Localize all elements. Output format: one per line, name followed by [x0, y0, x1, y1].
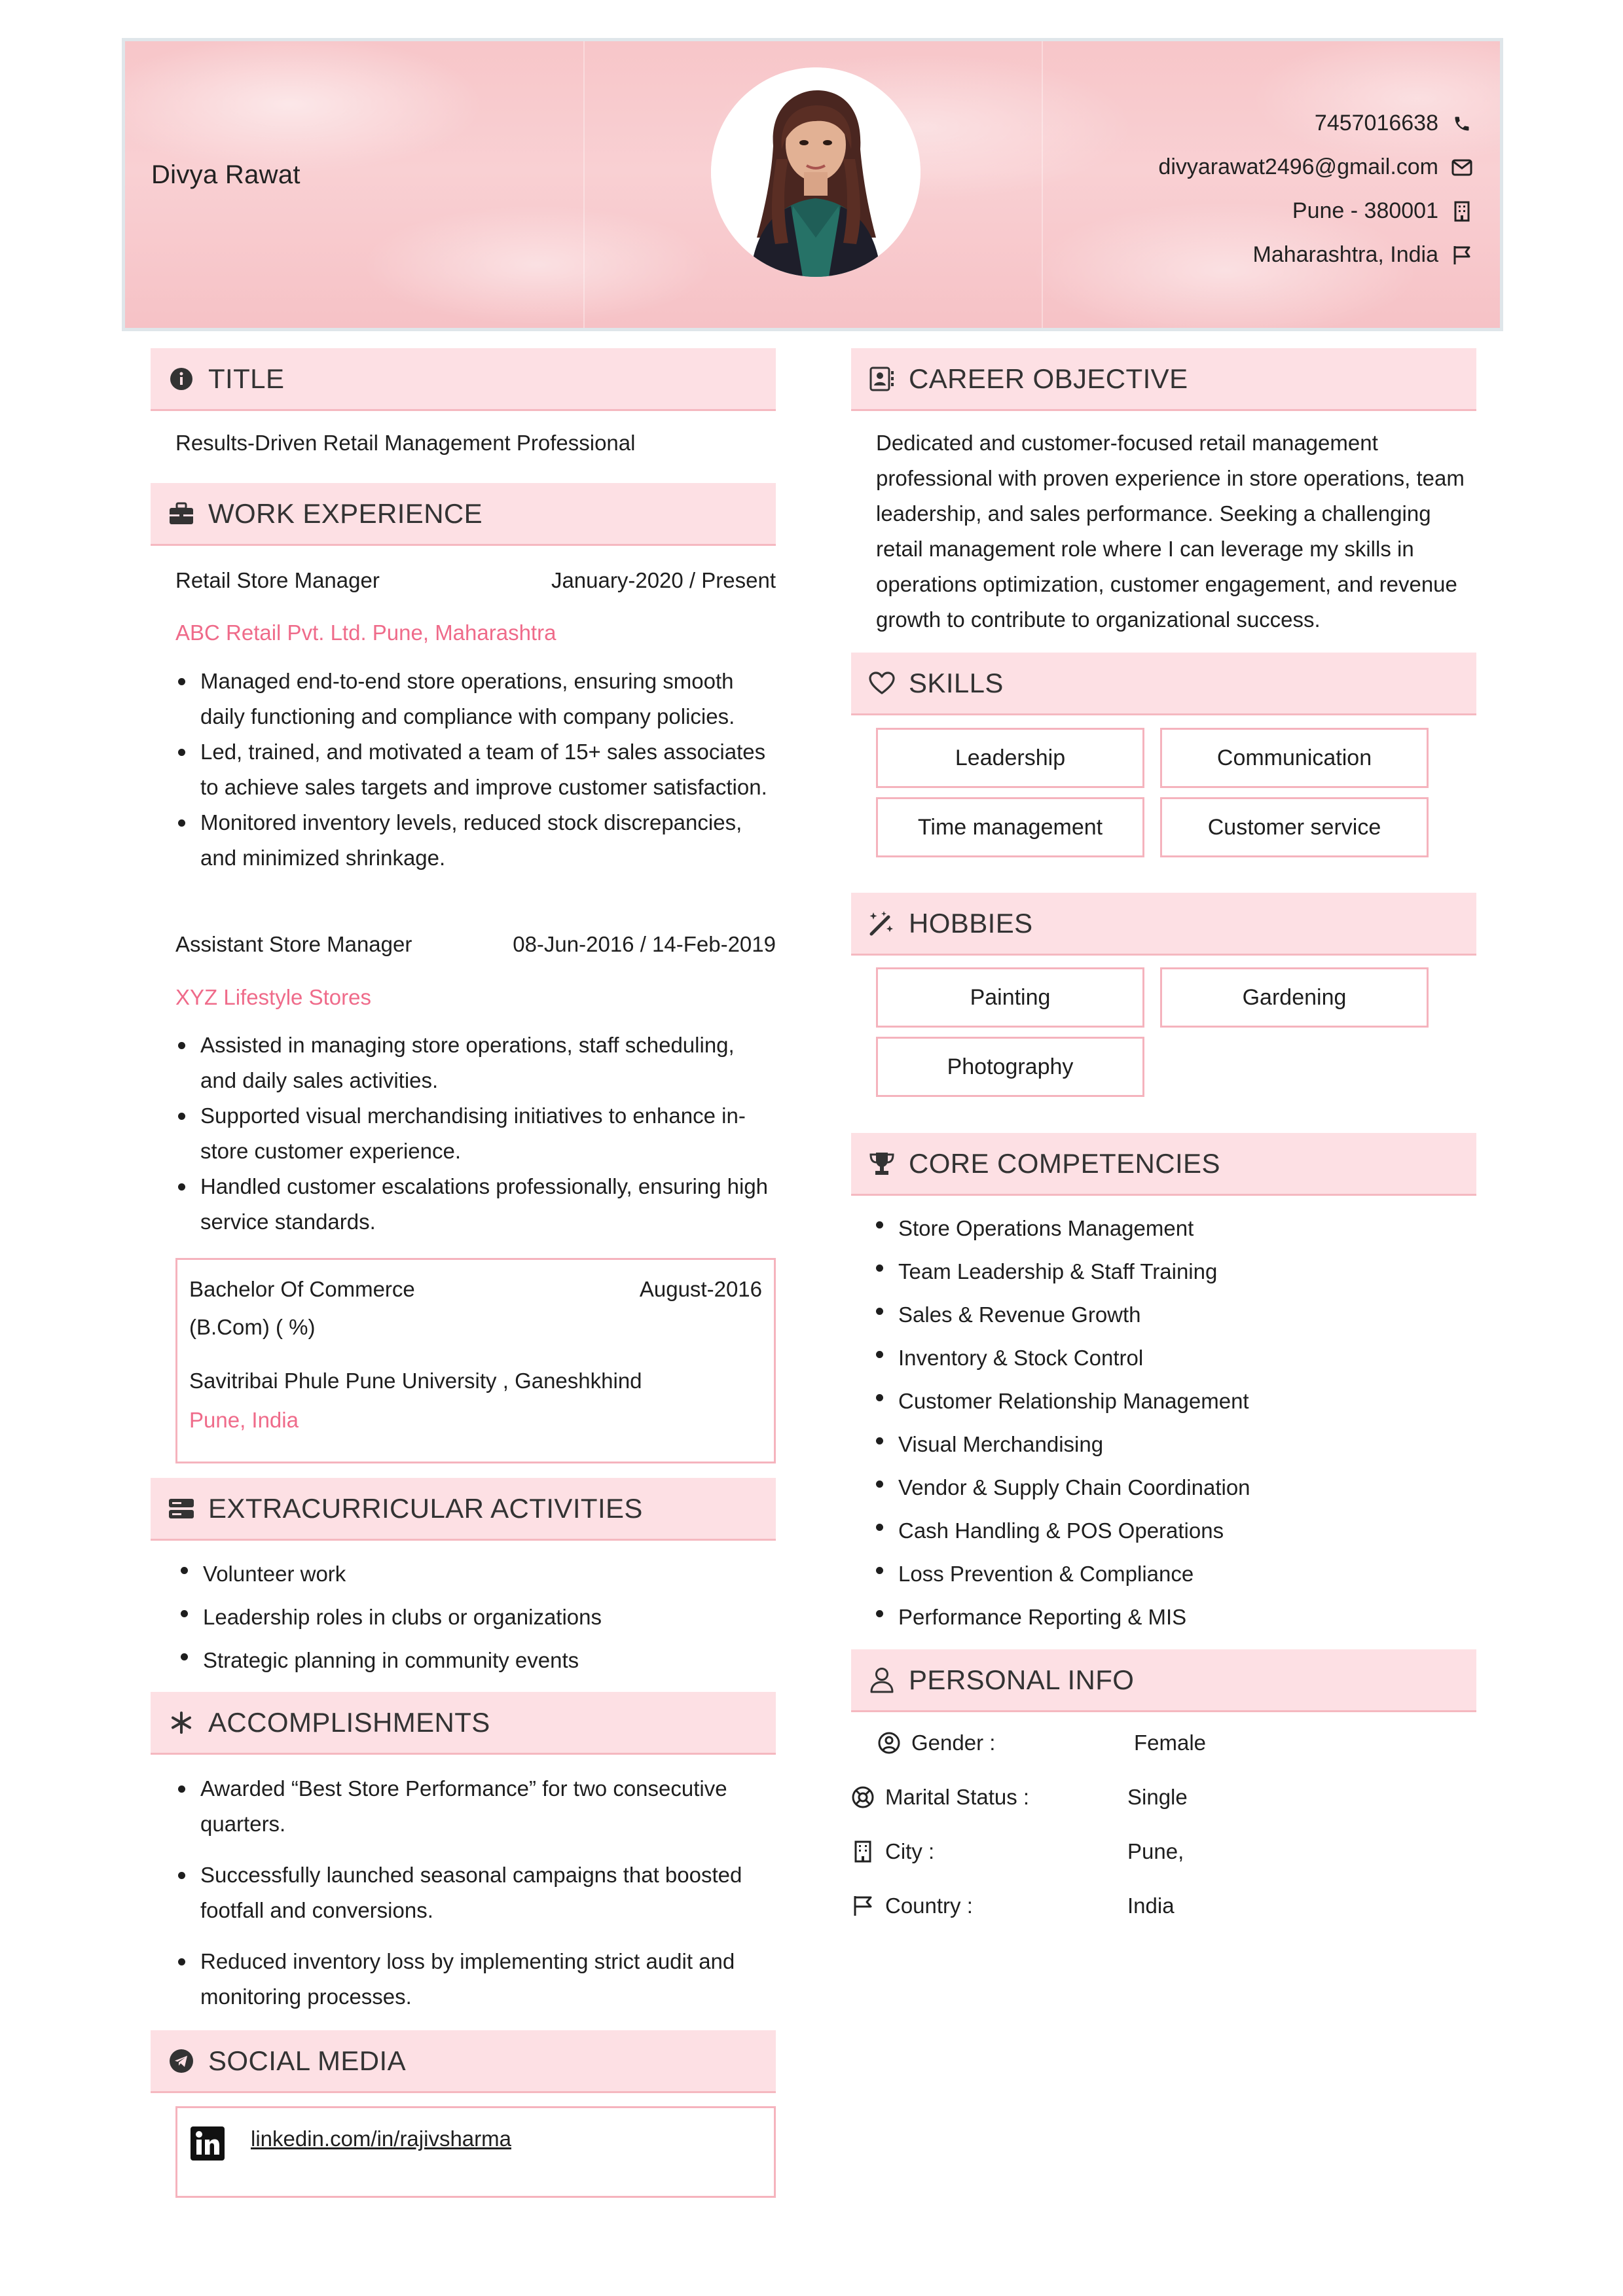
section-heading: TITLE [208, 363, 285, 394]
profile-photo [711, 67, 921, 277]
hobby-chip: Painting [876, 967, 1144, 1028]
personal-value: Female [1134, 1731, 1207, 1755]
hobby-chip: Photography [876, 1037, 1144, 1097]
section-work-header [151, 483, 776, 546]
phone-row [1015, 101, 1474, 145]
telegram-icon [168, 2047, 195, 2075]
objective-text: Dedicated and customer-focused retail management professional with proven experience in store operations, team leadership, and sales performance. Seeking a challenging retail management role where I can leverage my skills in operations optimization, customer engagement, and revenue growth to contribute to organizational success. [876, 431, 1465, 632]
list-item: Vendor & Supply Chain Coordination [873, 1466, 1476, 1509]
skill-chip: Customer service [1160, 797, 1429, 857]
job-company: XYZ Lifestyle Stores [175, 985, 371, 1009]
degree-abbr: (B.Com) ( %) [189, 1315, 316, 1339]
list-item: Leadership roles in clubs or organizations [178, 1596, 776, 1639]
skill-chip: Time management [876, 797, 1144, 857]
section-competencies-header [851, 1133, 1476, 1196]
competencies-list [873, 1207, 1476, 1639]
list-item: Inventory & Stock Control [873, 1336, 1476, 1380]
personal-label: City : [885, 1839, 935, 1863]
extracurricular-list [178, 1552, 776, 1682]
flag-icon [851, 1894, 875, 1918]
job-bullets [175, 664, 776, 876]
contact-card-icon [868, 365, 896, 393]
contact-info [1015, 101, 1474, 277]
job-role: Assistant Store Manager [175, 932, 412, 956]
building-icon [1450, 200, 1474, 223]
list-item: Loss Prevention & Compliance [873, 1552, 1476, 1596]
degree-name: Bachelor Of Commerce [189, 1277, 415, 1301]
email-row [1015, 145, 1474, 189]
section-heading: PERSONAL INFO [909, 1664, 1135, 1695]
section-heading: SOCIAL MEDIA [208, 2045, 406, 2076]
personal-row-country [851, 1886, 1476, 1926]
region-row [1015, 233, 1474, 277]
job-dates: January-2020 / Present [551, 568, 776, 592]
linkedin-icon [189, 2125, 226, 2162]
section-heading: HOBBIES [909, 907, 1033, 939]
lifebuoy-icon [851, 1785, 875, 1809]
user-circle-icon [877, 1731, 901, 1755]
location-text: Pune - 380001 [1292, 198, 1438, 223]
header-divider [583, 41, 585, 328]
briefcase-icon [168, 500, 195, 528]
list-item: Successfully launched seasonal campaigns that boosted footfall and conversions. [175, 1857, 776, 1928]
list-item: Team Leadership & Staff Training [873, 1250, 1476, 1293]
university-location: Pune, India [189, 1408, 299, 1432]
job-dates: 08-Jun-2016 / 14-Feb-2019 [513, 932, 776, 956]
section-heading: EXTRACURRICULAR ACTIVITIES [208, 1492, 643, 1524]
list-item: Supported visual merchandising initiatives to enhance in-store customer experience. [175, 1098, 776, 1169]
magic-wand-icon [868, 910, 896, 937]
university-name: Savitribai Phule Pune University , Ganeshkhind [189, 1369, 642, 1393]
personal-row-marital-status [851, 1778, 1476, 1817]
section-heading: ACCOMPLISHMENTS [208, 1706, 490, 1738]
list-item: Managed end-to-end store operations, ensuring smooth daily functioning and compliance with company policies. [175, 664, 776, 734]
job-company: ABC Retail Pvt. Ltd. Pune, Maharashtra [175, 620, 556, 645]
section-hobbies-header [851, 893, 1476, 956]
list-item: Assisted in managing store operations, staff scheduling, and daily sales activities. [175, 1028, 776, 1098]
job-bullets [175, 1028, 776, 1240]
list-item: Sales & Revenue Growth [873, 1293, 1476, 1336]
list-item: Volunteer work [178, 1552, 776, 1596]
personal-value: Pune, [1127, 1839, 1184, 1863]
section-skills-header [851, 653, 1476, 715]
linkedin-link[interactable]: linkedin.com/in/rajivsharma [251, 2126, 511, 2151]
title-text: Results-Driven Retail Management Professional [175, 431, 636, 455]
hobby-chip: Gardening [1160, 967, 1429, 1028]
section-extracurricular-header [151, 1478, 776, 1541]
server-icon [168, 1495, 195, 1522]
section-accomplishments-header [151, 1692, 776, 1755]
list-item: Customer Relationship Management [873, 1380, 1476, 1423]
phone-number[interactable]: 7457016638 [1314, 111, 1438, 135]
section-heading: CORE COMPETENCIES [909, 1147, 1220, 1179]
list-item: Store Operations Management [873, 1207, 1476, 1250]
personal-row-gender [851, 1723, 1476, 1763]
section-objective-header [851, 348, 1476, 411]
flag-icon [1450, 243, 1474, 267]
user-icon [868, 1666, 896, 1694]
personal-row-city [851, 1832, 1476, 1871]
phone-icon [1450, 112, 1474, 135]
asterisk-icon [168, 1709, 195, 1736]
email-address[interactable]: divyarawat2496@gmail.com [1158, 154, 1438, 179]
list-item: Cash Handling & POS Operations [873, 1509, 1476, 1552]
list-item: Reduced inventory loss by implementing strict audit and monitoring processes. [175, 1944, 776, 2015]
degree-date: August-2016 [639, 1277, 762, 1301]
personal-value: India [1127, 1893, 1175, 1918]
location-row [1015, 189, 1474, 233]
job-role: Retail Store Manager [175, 568, 380, 592]
personal-label: Country : [885, 1893, 973, 1918]
region-text: Maharashtra, India [1252, 242, 1438, 267]
skill-chip: Leadership [876, 728, 1144, 788]
list-item: Awarded “Best Store Performance” for two consecutive quarters. [175, 1771, 776, 1842]
section-heading: SKILLS [909, 667, 1004, 698]
trophy-icon [868, 1150, 896, 1177]
personal-label: Gender : [911, 1731, 996, 1755]
list-item: Performance Reporting & MIS [873, 1596, 1476, 1639]
skill-chip: Communication [1160, 728, 1429, 788]
list-item: Monitored inventory levels, reduced stock discrepancies, and minimized shrinkage. [175, 805, 776, 876]
education-card [175, 1258, 776, 1463]
candidate-name: Divya Rawat [151, 160, 301, 189]
section-title-header [151, 348, 776, 411]
accomplishments-list [175, 1771, 776, 2015]
social-card [175, 2106, 776, 2198]
resume-header [122, 38, 1503, 331]
list-item: Visual Merchandising [873, 1423, 1476, 1466]
list-item: Led, trained, and motivated a team of 15+ sales associates to achieve sales targets and improve customer satisfaction. [175, 734, 776, 805]
list-item: Strategic planning in community events [178, 1639, 776, 1682]
envelope-icon [1450, 156, 1474, 179]
personal-value: Single [1127, 1785, 1188, 1809]
personal-label: Marital Status : [885, 1785, 1030, 1809]
section-social-header [151, 2030, 776, 2093]
heart-icon [868, 670, 896, 697]
list-item: Handled customer escalations professionally, ensuring high service standards. [175, 1169, 776, 1240]
info-icon [168, 365, 195, 393]
building-icon [851, 1840, 875, 1863]
section-personal-header [851, 1649, 1476, 1712]
section-heading: CAREER OBJECTIVE [909, 363, 1188, 394]
section-heading: WORK EXPERIENCE [208, 497, 483, 529]
